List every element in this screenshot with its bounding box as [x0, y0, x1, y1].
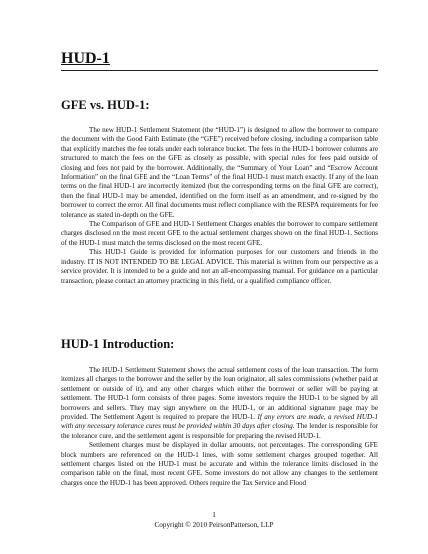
section1-paragraph-1: The new HUD-1 Settlement Statement (the “HUD-1”) is designed to allow the borrower to compare the document with the Good Faith Estimate (the “GFE”) received before closing, including a comparison table that explicitly matches the fee totals under each tolerance bucket. The fees in the HUD-1 borrower columns are structured to match the fees on the GFE as closely as possible, with special rules for fees paid outside of closing and fees not paid by the borrower. Additionally, the “Summary of Your Loan” and “Escrow Account Information” on the final GFE and the “Loan Terms” of the final HUD-1 must match exactly. If any of the loan terms on the final HUD-1 are incorrectly itemized (but the corresponding terms on the final GFE are correct), then the final HUD-1 may be amended, identified on the form itself as an amendment, and re-signed by the borrower to correct the error. All final documents must reflect compliance with the RESPA requirements for fee tolerance as stated in-depth on the GFE. [61, 126, 378, 219]
section2-paragraph-1 [61, 366, 378, 441]
section-heading-gfe-vs-hud1: GFE vs. HUD-1: [61, 98, 150, 112]
page-number: 1 [212, 511, 216, 519]
section-heading-hud1-introduction: HUD-1 Introduction: [61, 337, 175, 351]
section2-paragraph-1-tail: The lender is responsible for the tolerance cure, and the settlement agent is responsible for preparing the revised HUD-1. [61, 422, 378, 440]
section1-body [61, 126, 378, 286]
section1-paragraph-2: The Comparison of GFE and HUD-1 Settlement Charges enables the borrower to compare settlement charges disclosed on the most recent GFE to the actual settlement charges shown on the final HUD-1. Sections of the HUD-1 must match the terms disclosed on the most recent GFE. [61, 220, 378, 247]
section2-body [61, 366, 378, 488]
section2-paragraph-1-italic: If any errors are made, a revised HUD-1 with any necessary tolerance cures must be provided within 30 days after closing. [61, 413, 378, 431]
section2-paragraph-2: Settlement charges must be displayed in dollar amounts, not percentages. The corresponding GFE block numbers are referenced on the HUD-1 lines, with some settlement charges grouped together. All settlement charges listed on the HUD-1 must be accurate and within the tolerance limits disclosed in the comparison table on the final, most recent GFE. Some investors do not allow any changes to the settlement charges once the HUD-1 has been approved. Others require the Tax Service and Flood [61, 441, 378, 487]
section2-paragraph-1-text: The HUD-1 Settlement Statement shows the actual settlement costs of the loan transaction. The form itemizes all charges to the borrower and the seller by the loan originator, all sales commissions (whether paid at settlement or outside of it), and any other charges which either the borrower or seller will be paying at settlement. The HUD-1 form consists of three pages. Some investors require the HUD-1 to be signed by all borrowers and sellers. They may sign anywhere on the HUD-1, or an additional signature page may be provided. The Settlement Agent is required to prepare the HUD-1. [61, 366, 378, 422]
title-block [61, 50, 378, 71]
section1-paragraph-3: This HUD-1 Guide is provided for information purposes for our customers and friends in the industry. IT IS NOT INTENDED TO BE LEGAL ADVICE. This material is written from our perspective as a service provider. It is intended to be a guide and not an all-encompassing manual. For guidance on a particular transaction, please contact an attorney practicing in this field, or a qualified compliance officer. [61, 248, 378, 285]
copyright-footer: Copyright © 2010 PeirsonPatterson, LLP [154, 521, 274, 529]
page-title: HUD-1 [61, 50, 110, 67]
title-divider [61, 70, 378, 71]
